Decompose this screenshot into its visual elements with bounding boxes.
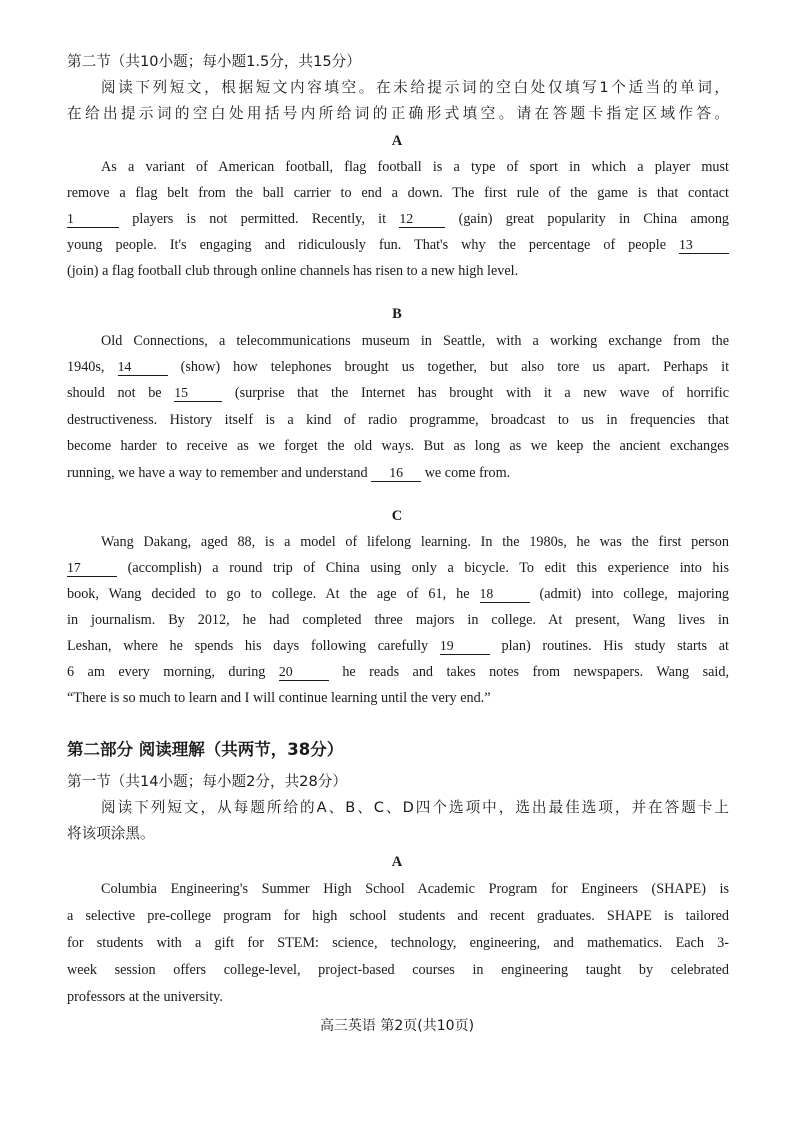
answer-blank[interactable]: 12 <box>399 210 445 228</box>
instruction-line: 阅读下列短文，根据短文内容填空。在未给提示词的空白处仅填写1个适当的单词， <box>101 79 729 96</box>
passage-line: remove a flag belt from the ball carrier to end a down. The first rule of the game is that contact <box>67 185 729 201</box>
passage-line: become harder to receive as we forget the old ways. But as long as we keep the ancient exchanges <box>67 438 729 454</box>
page-footer: 高三英语 第2页(共10页) <box>319 1018 475 1034</box>
passage-line: (join) a flag football club through online channels has risen to a new high level. <box>67 263 519 279</box>
passage-line: As a variant of American football, flag football is a type of sport in which a player must <box>101 159 729 175</box>
passage-line <box>67 558 729 578</box>
passage-text: should not be <box>67 385 162 401</box>
passage-text: plan) routines. His study starts at <box>501 638 729 654</box>
passage-line: a selective pre-college program for high school students and recent graduates. SHAPE is tailored <box>67 908 729 924</box>
passage-text: 6 am every morning, during <box>67 664 266 680</box>
passage-line <box>67 584 729 604</box>
answer-blank[interactable]: 19 <box>440 637 490 655</box>
passage-text: 1940s, <box>67 359 105 375</box>
passage-text: (surprise that the Internet has brought with it a new wave of horrific <box>234 385 730 401</box>
passage-line: for students with a gift for STEM: science, technology, engineering, and mathematics. Each 3- <box>67 935 729 951</box>
instruction-line: 将该项涂黑。 <box>67 825 155 842</box>
passage-text: Leshan, where he spends his days following carefully <box>67 638 429 654</box>
passage-line <box>67 235 729 255</box>
answer-blank[interactable]: 16 <box>371 464 421 482</box>
passage-line: professors at the university. <box>67 989 223 1005</box>
passage-letter: A <box>391 133 403 149</box>
instruction-line: 在给出提示词的空白处用括号内所给词的正确形式填空。请在答题卡指定区域作答。 <box>67 105 729 122</box>
passage-text: he reads and takes notes from newspapers. Wang said, <box>342 664 730 680</box>
answer-blank[interactable]: 14 <box>118 358 168 376</box>
passage-text: young people. It's engaging and ridiculously fun. That's why the percentage of people <box>67 237 666 253</box>
answer-blank[interactable]: 20 <box>279 663 329 681</box>
answer-blank[interactable]: 15 <box>174 384 222 402</box>
passage-letter: C <box>391 508 403 524</box>
passage-line: week session offers college-level, project-based courses in engineering taught by celebrated <box>67 962 729 978</box>
passage-line: in journalism. By 2012, he had completed three majors in college. At present, Wang lives in <box>67 612 729 628</box>
passage-line: Old Connections, a telecommunications museum in Seattle, with a working exchange from the <box>101 333 729 349</box>
section-heading: 第一节（共14小题；每小题2分，共28分） <box>67 773 347 790</box>
answer-blank[interactable]: 18 <box>480 585 530 603</box>
passage-letter: A <box>391 854 403 870</box>
passage-line <box>67 636 729 656</box>
passage-text: (accomplish) a round trip of China using only a bicycle. To edit this experience into his <box>127 560 729 576</box>
passage-text: (show) how telephones brought us together, but also tore us apart. Perhaps it <box>180 359 730 375</box>
passage-line: “There is so much to learn and I will continue learning until the very end.” <box>67 690 491 706</box>
passage-text: (gain) great popularity in China among <box>458 211 730 227</box>
passage-text: book, Wang decided to go to college. At the age of 61, he <box>67 586 470 602</box>
passage-text: we come from. <box>424 465 511 481</box>
passage-line: destructiveness. History itself is a kind of radio programme, broadcast to us in frequencies that <box>67 412 729 428</box>
passage-line <box>67 383 729 403</box>
passage-text: (admit) into college, majoring <box>539 586 730 602</box>
passage-line <box>67 463 729 483</box>
passage-line: Columbia Engineering's Summer High School Academic Program for Engineers (SHAPE) is <box>101 881 729 897</box>
answer-blank[interactable]: 17 <box>67 559 117 577</box>
answer-blank[interactable]: 13 <box>679 236 729 254</box>
passage-text: running, we have a way to remember and understand <box>67 465 368 481</box>
passage-letter: B <box>392 306 402 322</box>
passage-line <box>67 209 729 229</box>
part-heading: 第二部分 阅读理解（共两节，38分） <box>67 740 344 759</box>
passage-line: Wang Dakang, aged 88, is a model of lifelong learning. In the 1980s, he was the first person <box>101 534 729 550</box>
passage-line <box>67 357 729 377</box>
instruction-line: 阅读下列短文，从每题所给的A、B、C、D四个选项中，选出最佳选项，并在答题卡上 <box>101 799 729 816</box>
passage-line <box>67 662 729 682</box>
passage-text: players is not permitted. Recently, it <box>132 211 387 227</box>
answer-blank[interactable]: 1 <box>67 210 119 228</box>
section-heading: 第二节（共10小题；每小题1.5分，共15分） <box>67 53 361 70</box>
